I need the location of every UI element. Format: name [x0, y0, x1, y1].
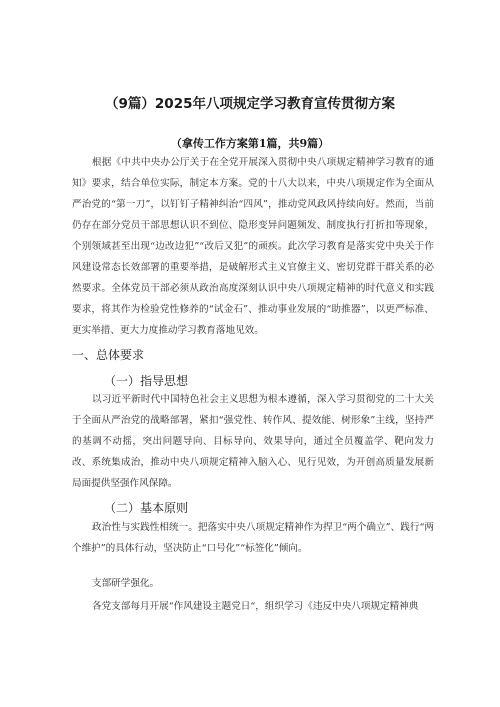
branch-study-paragraph: 各党支部每月开展“作风建设主题党日“，组织学习《违反中央八项规定精神典 — [92, 601, 419, 612]
document-title: （9篇）2025年八项规定学习教育宣传贯彻方案 — [105, 96, 395, 112]
guiding-ideology-paragraph: 以习近平新时代中国特色社会主义思想为根本遵循，深入学习贯彻党的二十大关于全面从严治党的战略部署，紧扣“强党性、转作风、提效能、树形象”主线，坚持严的基调不动摇，突出问题导向、目标导向、效果导向，通过全员覆盖学、靶向发力改、系统集成治，推动中央八项规定精神入脑入心、见行见效，为开创高质量发展新局面提供坚强作风保障。 — [72, 394, 434, 489]
subsection-heading-basic-principles: （二）基本原则 — [104, 501, 189, 515]
basic-principles-paragraph: 政治性与实践性相统一。把落实中央八项规定精神作为捍卫“两个确立”、践行“两个维护”的具体行动，坚决防止“口号化”“标签化”倾向。 — [72, 522, 434, 554]
branch-study-label: 支部研学强化。 — [92, 578, 160, 589]
intro-paragraph: 根据《中共中央办公厅关于在全党开展深入贯彻中央八项规定精神学习教育的通知》要求，结合单位实际，制定本方案。党的十八大以来，中央八项规定作为全面从严治党的“第一刀”，以钉钉子精神纠治“四风”，推动党风政风持续向好。然而，当前仍存在部分党员干部思想认识不到位、隐形变异问题频发、制度执行打折扣等现象，个别领域甚至出现“边改边犯”“改后又犯”的顽疾。此次学习教育是落实党中央关于作风建设常态长效部署的重要举措，是破解形式主义官僚主义、密切党群干群关系的必然要求。全体党员干部必须从政治高度深刻认识中央八项规定精神的时代意义和实践要求，将其作为检验党性修养的“试金石”、推动事业发展的“助推器”，以更严标准、更实举措、更大力度推动学习教育落地见效。 — [72, 157, 434, 336]
section-heading-general-requirements: 一、总体要求 — [72, 348, 145, 362]
document-subtitle: （拿传工作方案第1篇，共9篇） — [170, 137, 330, 150]
subsection-heading-guiding-ideology: （一）指导思想 — [104, 374, 189, 388]
